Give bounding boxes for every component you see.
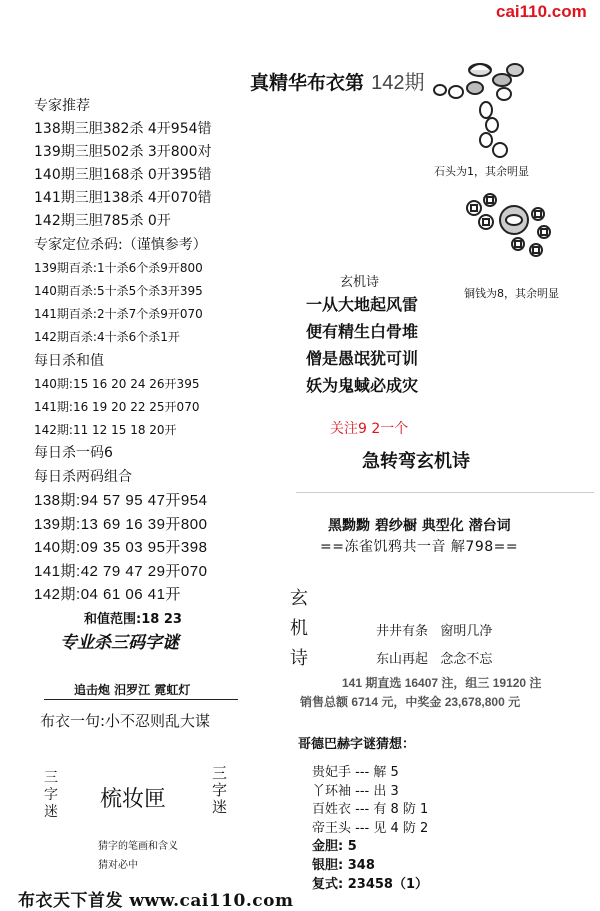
two-code-list bbox=[34, 489, 207, 607]
list-item: 复式: 23458（1） bbox=[312, 876, 428, 892]
xuanji-char: 玄 bbox=[290, 588, 308, 609]
sales-line-1: 141 期直选 16407 注，组三 19120 注 bbox=[342, 676, 542, 690]
list-item: 银胆: 348 bbox=[312, 857, 375, 873]
xuanji-char: 诗 bbox=[290, 648, 308, 669]
title-issue: 142期 bbox=[371, 72, 425, 94]
list-item: 141期百杀:2十杀7个杀9开070 bbox=[34, 307, 203, 321]
follow-note: 关注9 2一个 bbox=[330, 421, 409, 437]
riddle-side-right-text: 三字迷 bbox=[212, 764, 228, 816]
page-title bbox=[250, 66, 424, 95]
sum-list bbox=[34, 373, 199, 442]
position-list bbox=[34, 257, 203, 349]
list-item: 140期:09 35 03 95开398 bbox=[34, 539, 208, 556]
xuanji-line-2: 东山再起 念念不忘 bbox=[376, 652, 493, 667]
riddle-hint-2: 猜对必中 bbox=[98, 860, 138, 871]
poem-lines bbox=[306, 291, 418, 399]
list-item: 帝王头 --- 见 4 防 2 bbox=[312, 820, 429, 836]
list-item: 140期:15 16 20 24 26开395 bbox=[34, 377, 200, 391]
poem-line: 妖为鬼蜮必成灾 bbox=[306, 376, 419, 395]
riddle-side-left bbox=[44, 770, 60, 821]
three-code-riddle-title: 专业杀三码字谜 bbox=[60, 633, 179, 653]
list-item: 141期:16 19 20 22 25开070 bbox=[34, 400, 200, 414]
goldbach-heading: 哥德巴赫字谜猜想： bbox=[298, 737, 416, 752]
gun-line: 追击炮 汨罗江 霓虹灯 bbox=[74, 683, 191, 697]
sum-heading: 每日杀和值 bbox=[34, 353, 104, 369]
word-line: 黑黝黝 碧纱橱 典型化 潜台词 bbox=[328, 518, 511, 534]
sound-line: ==冻雀饥鸦共一音 解798== bbox=[320, 539, 519, 555]
list-item: 140期三胆168杀 0开395错 bbox=[34, 167, 212, 183]
buyi-saying: 布衣一句:小不忍则乱大谋 bbox=[40, 712, 211, 730]
riddle-side-left-text: 三字迷 bbox=[44, 770, 58, 820]
sum-range: 和值范围:18 23 bbox=[84, 612, 182, 627]
stones-illustration-icon bbox=[430, 58, 540, 163]
list-item: 141期三胆138杀 4开070错 bbox=[34, 190, 212, 206]
list-item: 142期百杀:4十杀6个杀1开 bbox=[34, 330, 180, 344]
site-logo[interactable]: cai110.com bbox=[496, 2, 587, 21]
list-item: 142期三胆785杀 0开 bbox=[34, 213, 171, 229]
xuanji-char: 机 bbox=[290, 618, 308, 639]
list-item: 139期三胆502杀 3开800对 bbox=[34, 144, 212, 160]
poem-line: 便有精生白骨堆 bbox=[306, 322, 419, 341]
poem-line: 一从大地起风雷 bbox=[306, 295, 419, 314]
riddle-hint-1: 猜字的笔画和含义 bbox=[98, 841, 178, 852]
list-item: 138期:94 57 95 47开954 bbox=[34, 492, 208, 509]
list-item: 139期百杀:1十杀6个杀9开800 bbox=[34, 261, 203, 275]
list-item: 丫环袖 --- 出 3 bbox=[312, 783, 399, 799]
riddle-center: 梳妆匣 bbox=[100, 787, 167, 812]
stone-caption: 石头为1，其余明显 bbox=[434, 165, 529, 178]
turn-poem-divider bbox=[296, 492, 594, 493]
coins-illustration-icon bbox=[462, 192, 557, 272]
xuanji-vertical bbox=[290, 584, 308, 674]
list-item: 金胆: 5 bbox=[312, 839, 357, 855]
poem-title: 玄机诗 bbox=[340, 275, 380, 290]
footer-slogan[interactable]: 布衣天下首发 www.cai110.com bbox=[18, 891, 294, 911]
list-item: 百姓衣 --- 有 8 防 1 bbox=[312, 802, 429, 818]
turn-poem-title: 急转弯玄机诗 bbox=[362, 451, 470, 472]
list-item: 140期百杀:5十杀5个杀3开395 bbox=[34, 284, 203, 298]
position-heading: 专家定位杀码:（谨慎参考） bbox=[34, 237, 207, 253]
expert-list bbox=[34, 118, 212, 233]
expert-heading: 专家推荐 bbox=[34, 98, 90, 114]
list-item: 贵妃手 --- 解 5 bbox=[312, 765, 399, 780]
two-code-heading: 每日杀两码组合 bbox=[34, 469, 132, 485]
poem-line: 僧是愚氓犹可训 bbox=[306, 349, 419, 368]
list-item: 138期三胆382杀 4开954错 bbox=[34, 121, 212, 137]
gun-line-divider bbox=[44, 699, 238, 700]
list-item: 142期:04 61 06 41开 bbox=[34, 586, 181, 603]
kill-one-code: 每日杀一码6 bbox=[34, 445, 113, 461]
list-item: 139期:13 69 16 39开800 bbox=[34, 515, 208, 533]
goldbach-list bbox=[312, 764, 428, 894]
list-item: 141期:42 79 47 29开070 bbox=[34, 562, 208, 580]
list-item: 142期:11 12 15 18 20开 bbox=[34, 423, 177, 437]
title-main: 真精华布衣第 bbox=[250, 72, 365, 94]
coin-caption: 铜钱为8，其余明显 bbox=[464, 287, 559, 300]
xuanji-line-1: 井井有条 窗明几净 bbox=[376, 624, 493, 639]
riddle-side-right bbox=[212, 765, 230, 816]
sales-line-2: 销售总额 6714 元，中奖金 23,678,800 元 bbox=[300, 695, 521, 709]
